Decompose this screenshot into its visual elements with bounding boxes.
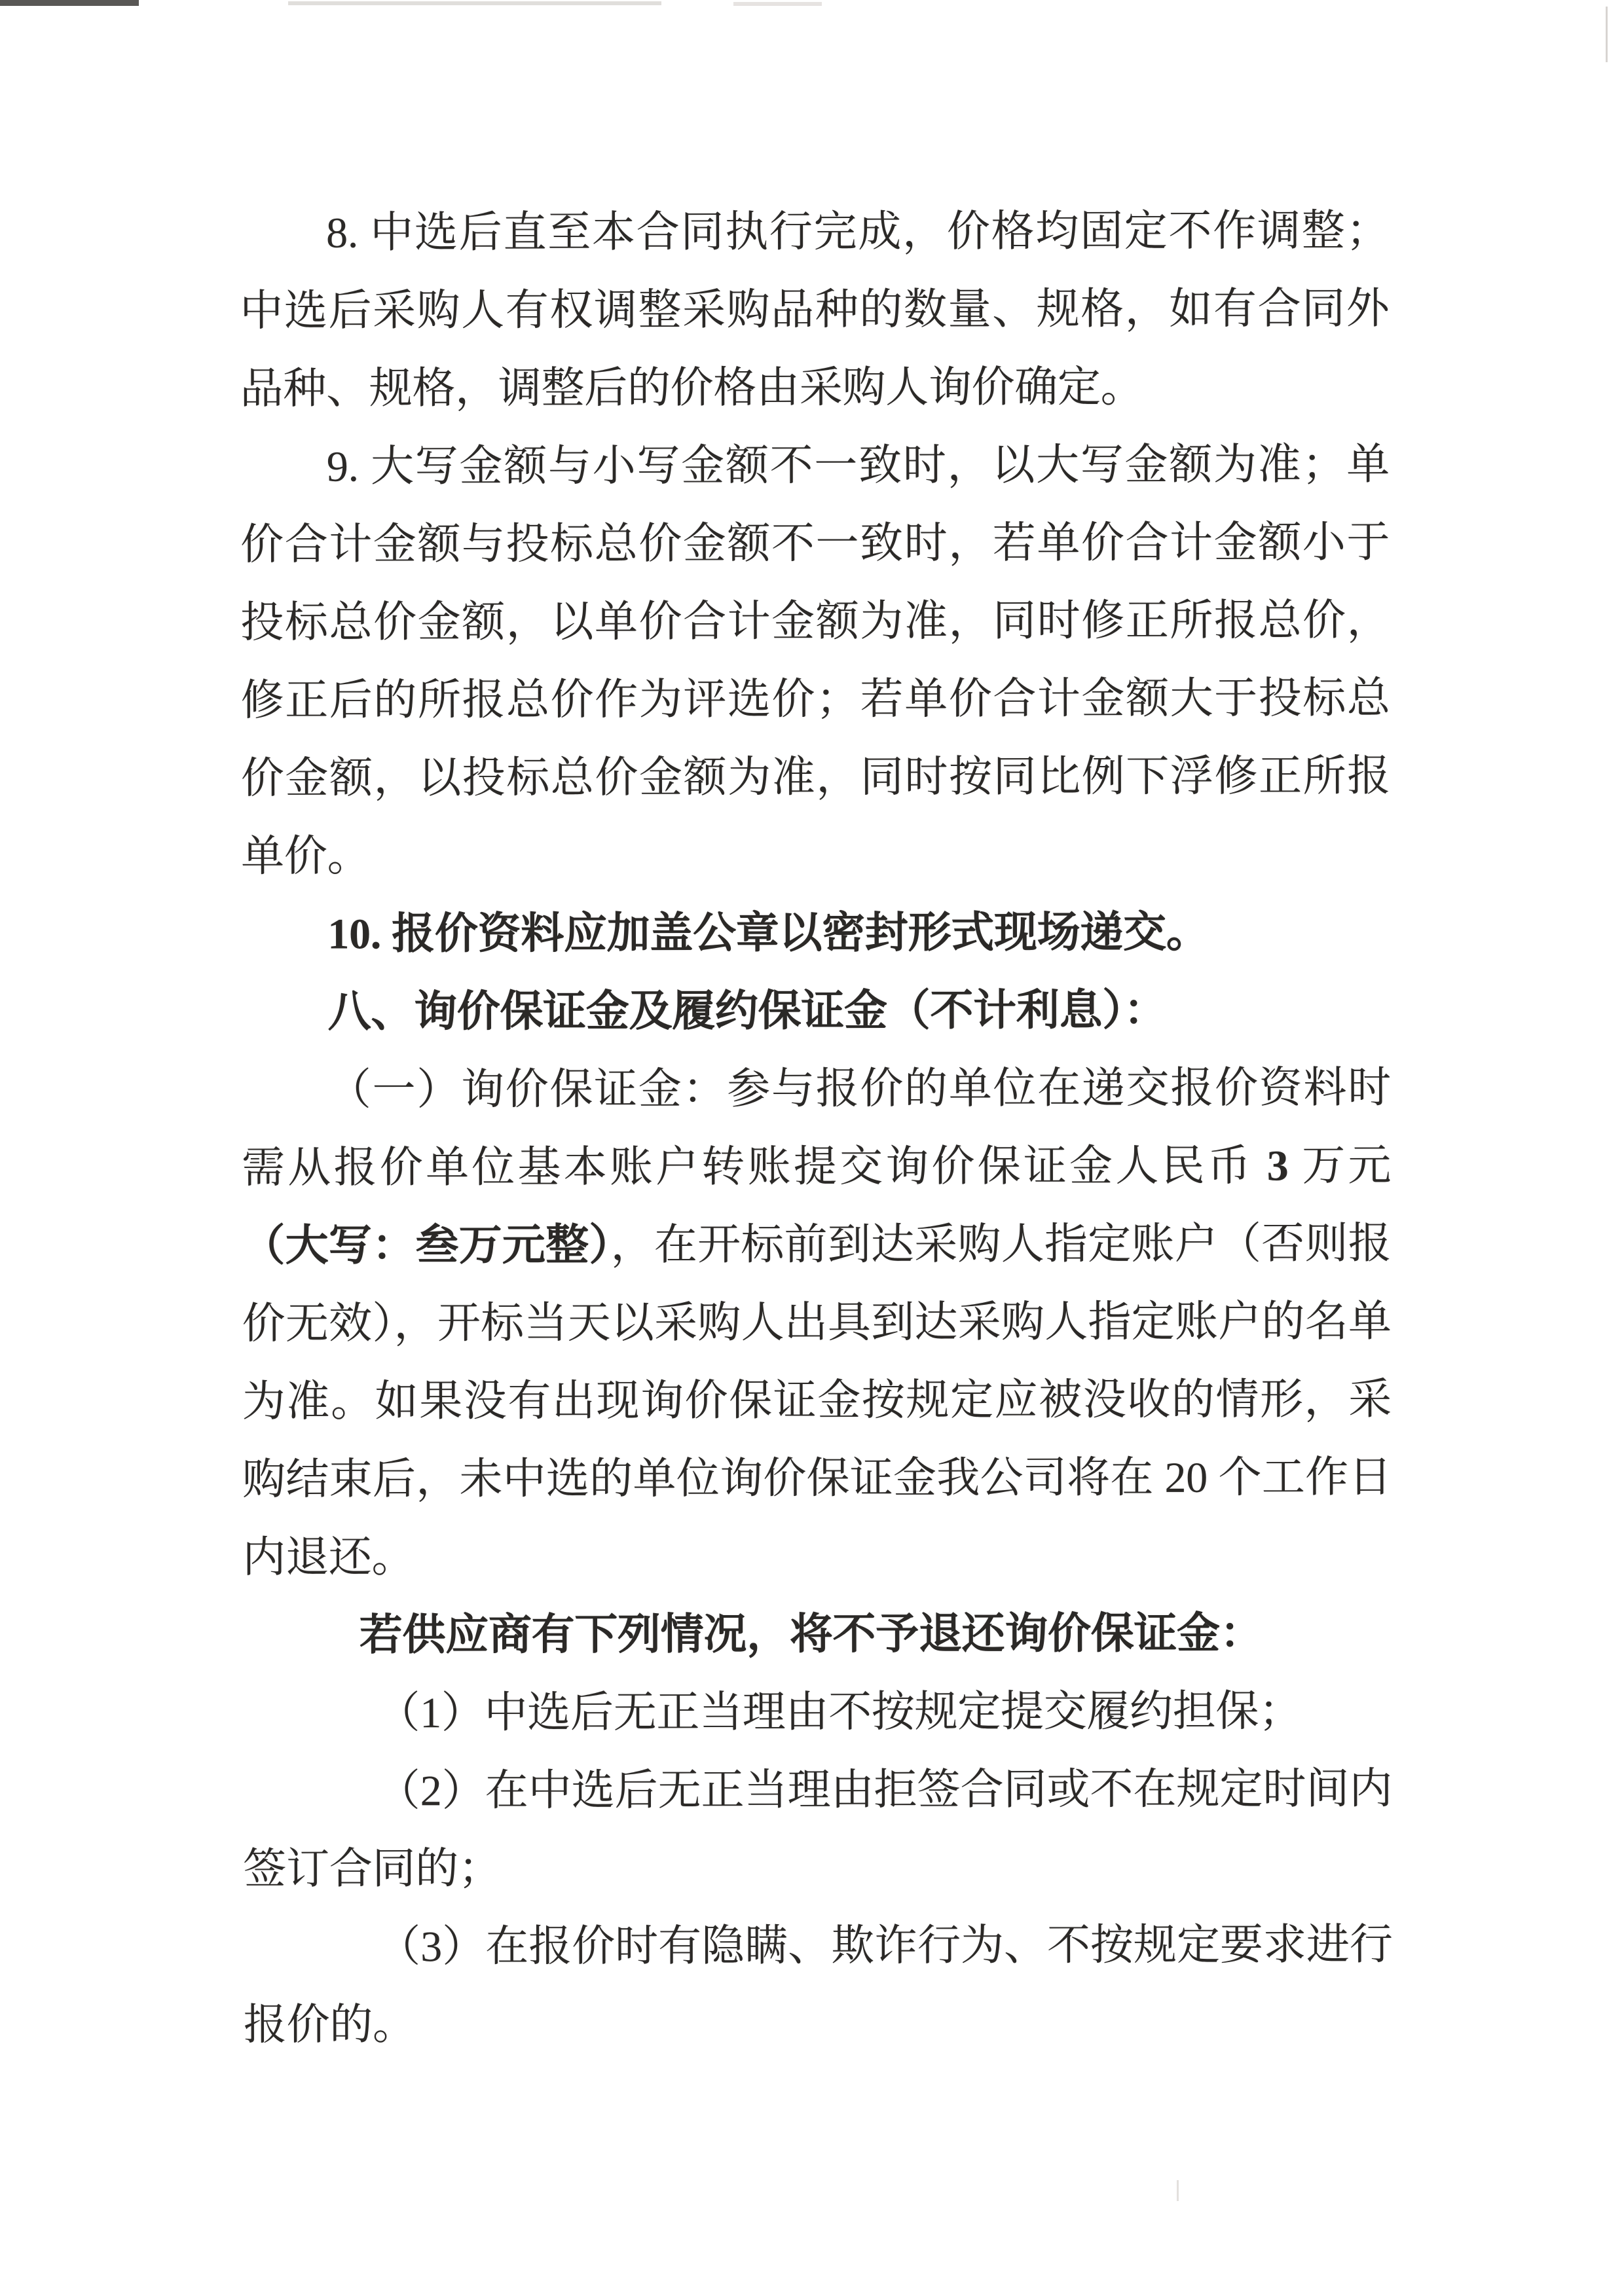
scan-artifact-right-tick (1606, 7, 1608, 62)
text-segment: （1）中选后无正当理由不按规定提交履约担保； (377, 1687, 1302, 1738)
text-segment-bold: 10. 报价资料应加盖公章以密封形式现场递交。 (327, 908, 1209, 958)
paragraph (240, 426, 1390, 896)
scan-artifact-top-smudge (733, 2, 822, 6)
text-segment: （2）在中选后无正当理由拒签合同或不在规定时间内签订合同的； (243, 1765, 1393, 1893)
text-segment: 万元 (1288, 1142, 1392, 1190)
paragraph (242, 971, 1391, 1051)
paragraph (241, 893, 1390, 974)
scan-artifact-top-strip (0, 0, 139, 6)
text-segment: （3）在报价时有隐瞒、欺诈行为、不按规定要求进行报价的。 (243, 1921, 1393, 2049)
paragraph (243, 1906, 1392, 2064)
paragraph (243, 1750, 1392, 1908)
paragraph (242, 1594, 1392, 1675)
paragraph (240, 192, 1390, 428)
paragraph (243, 1672, 1392, 1753)
text-segment: （一）询价保证金：参与报价的单位在递交报价资料时需从报价单位基本账户转账提交询价保证金人民币 (242, 1064, 1391, 1192)
text-segment-bold: （大写：叁万元整） (242, 1221, 611, 1270)
text-segment: ，在开标前到达采购人指定账户（否则报价无效），开标当天以采购人出具到达采购人指定账户的名单为准。如果没有出现询价保证金按规定应被没收的情形，采购结束后，未中选的单位询价保证金我公司将在 20 个工作日内退还。 (242, 1220, 1392, 1582)
text-segment-bold: 3 (1266, 1142, 1289, 1190)
document-text (240, 192, 1393, 2064)
scan-artifact-bottom-tick (1177, 2180, 1179, 2201)
paragraph (242, 1049, 1392, 1597)
text-segment-bold: 八、询价保证金及履约保证金（不计利息）： (327, 986, 1167, 1036)
text-segment: 9. 大写金额与小写金额不一致时，以大写金额为准；单价合计金额与投标总价金额不一致时，若单价合计金额小于投标总价金额，以单价合计金额为准，同时修正所报总价，修正后的所报总价作为评选价；若单价合计金额大于投标总价金额，以投标总价金额为准，同时按同比例下浮修正所报单价。 (240, 441, 1390, 881)
text-segment-bold: 若供应商有下列情况，将不予退还询价保证金： (359, 1609, 1263, 1660)
text-segment: 8. 中选后直至本合同执行完成，价格均固定不作调整；中选后采购人有权调整采购品种的数量、规格，如有合同外品种、规格，调整后的价格由采购人询价确定。 (240, 207, 1390, 413)
scan-artifact-top-smudge (288, 1, 661, 5)
